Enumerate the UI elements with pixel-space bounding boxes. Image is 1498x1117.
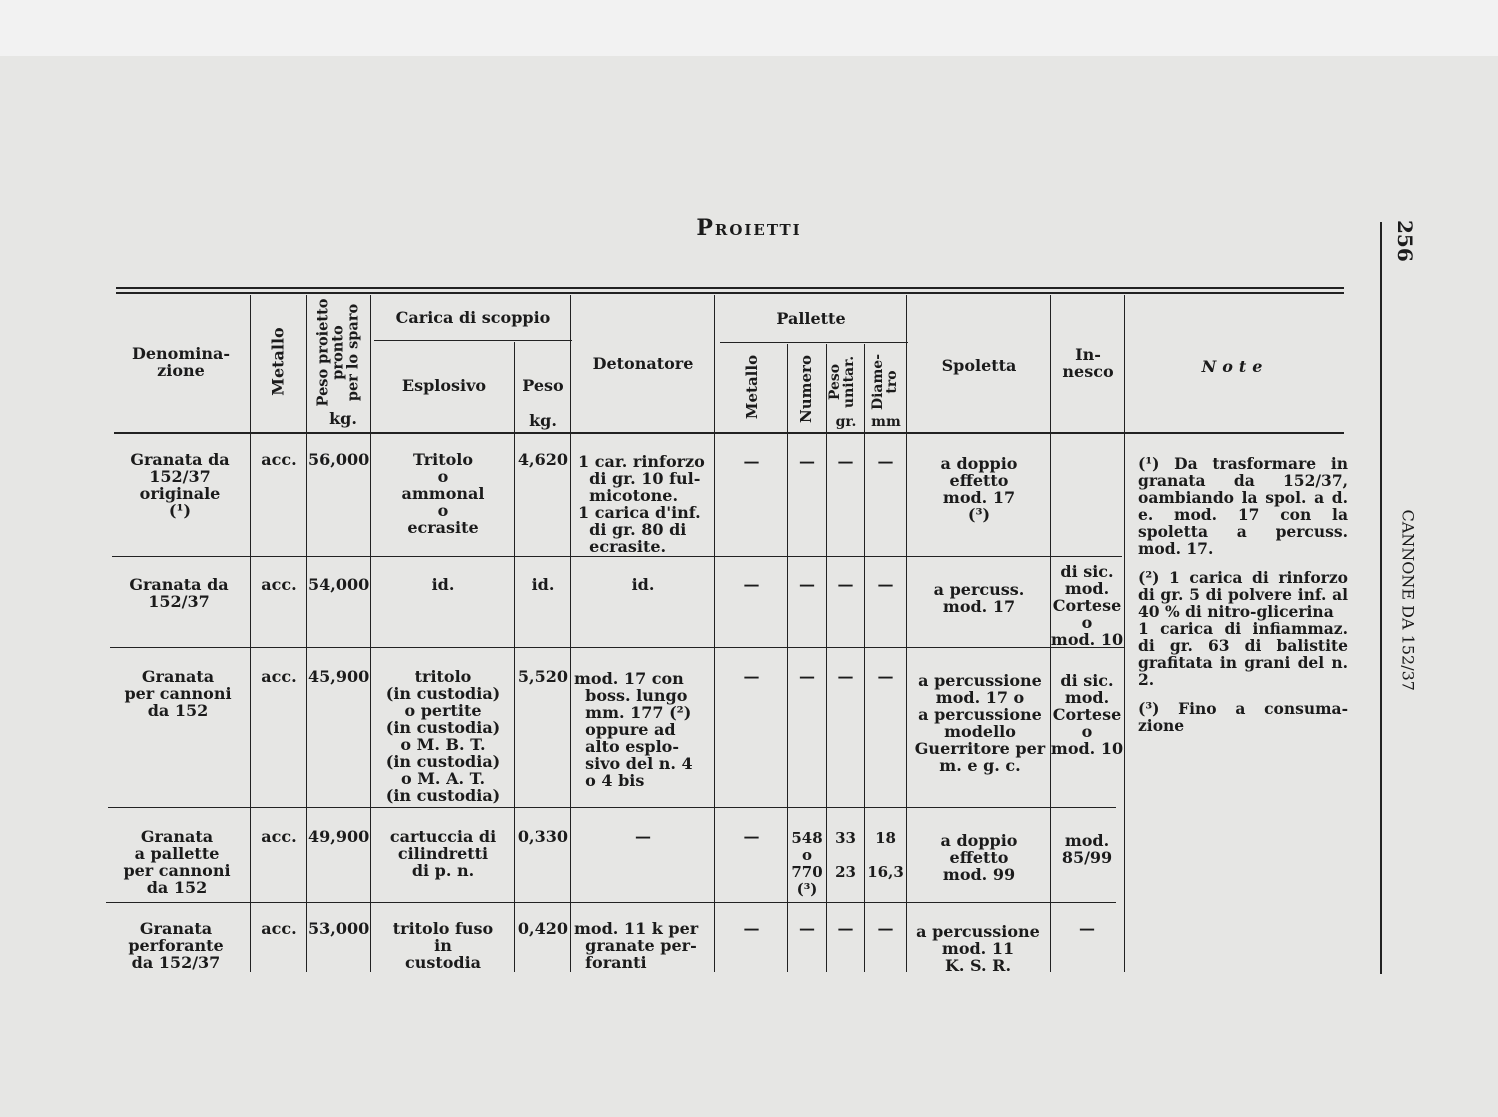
notes-column	[1138, 455, 1348, 746]
header-peso-proietto: Peso proietto pronto per lo sparo	[314, 298, 362, 407]
top-margin	[0, 0, 1498, 56]
row5-denominazione: Granata perforante da 152/37	[128, 919, 224, 972]
running-head: CANNONE DA 152/37	[1398, 509, 1418, 691]
row1-esplosivo: Tritolo o ammonal o ecrasite	[401, 450, 485, 537]
row4-peso: 49,900	[308, 827, 370, 846]
row2-denominazione: Granata da 152/37	[129, 575, 229, 611]
table-top-rule-2	[116, 292, 1344, 294]
row5-pal-metallo: —	[743, 919, 760, 938]
row3-detonatore: mod. 17 con boss. lungo mm. 177 (²) oppure ad alto esplo- sivo del n. 4 o 4 bis	[574, 669, 693, 790]
col-rule	[906, 295, 907, 972]
row5-innesco: —	[1079, 919, 1095, 938]
col-rule	[250, 295, 251, 972]
row4-spoletta: a doppio effetto mod. 99	[940, 831, 1018, 884]
header-denominazione: Denomina- zione	[131, 344, 230, 380]
header-pallette: Pallette	[776, 309, 846, 328]
row3-esplosivo: tritolo (in custodia) o pertite (in custodia) o M. B. T. (in custodia) o M. A. T. (in custodia)	[385, 667, 501, 805]
row2-carica-peso: id.	[531, 575, 555, 594]
note-2: (²) 1 carica di rinforzo di gr. 5 di polvere inf. al 40 % di nitro-glicerina 1 carica di infiammaz. di gr. 63 di balistite grafitata in grani del n. 2.	[1138, 568, 1348, 689]
row4-detonatore: —	[635, 827, 651, 846]
row5-detonatore: mod. 11 k per granate per- foranti	[574, 919, 699, 972]
row4-innesco: mod. 85/99	[1061, 831, 1113, 867]
row2-pal-peso: —	[837, 575, 854, 594]
header-detonatore: Detonatore	[592, 354, 694, 373]
header-peso-unit: kg.	[529, 411, 557, 430]
row5-pal-diametro: —	[877, 919, 894, 938]
header-pal-diametro-unit: mm	[871, 414, 901, 430]
page-number: 256	[1393, 220, 1417, 262]
row4-esplosivo: cartuccia di cilindretti di p. n.	[389, 827, 497, 880]
row1-pal-diametro: —	[877, 452, 894, 471]
row3-pal-peso: —	[837, 667, 854, 686]
row3-peso: 45,900	[308, 667, 370, 686]
row5-carica-peso: 0,420	[517, 919, 568, 938]
header-metallo: Metallo	[268, 327, 288, 396]
row3-pal-numero: —	[799, 667, 815, 686]
row3-innesco: di sic. mod. Cortese o mod. 10	[1050, 671, 1124, 758]
row3-carica-peso: 5,520	[517, 667, 568, 686]
row4-denominazione: Granata a pallette per cannoni da 152	[123, 827, 231, 897]
row3-pal-metallo: —	[743, 667, 760, 686]
row1-pal-metallo: —	[743, 452, 760, 471]
row4-pal-peso: 33 23	[835, 829, 856, 881]
row5-esplosivo: tritolo fuso in custodia	[392, 919, 494, 972]
row2-peso: 54,000	[308, 575, 370, 594]
margin-rule	[1380, 222, 1382, 974]
row-rule	[108, 807, 1116, 808]
row4-pal-metallo: —	[743, 827, 760, 846]
row1-detonatore: 1 car. rinforzo di gr. 10 ful- micotone. 1 carica d'inf. di gr. 80 di ecrasite.	[578, 452, 705, 556]
col-rule	[714, 295, 715, 972]
row3-denominazione: Granata per cannoni da 152	[124, 667, 232, 720]
row1-peso: 56,000	[308, 450, 370, 469]
row3-spoletta: a percussione mod. 17 o a percussione modello Guerritore per m. e g. c.	[914, 671, 1046, 775]
carica-sub-rule	[374, 340, 572, 341]
row2-spoletta: a percuss. mod. 17	[933, 580, 1025, 616]
header-pal-numero: Numero	[797, 355, 815, 423]
row5-spoletta: a percussione mod. 11 K. S. R.	[916, 922, 1040, 975]
header-peso-proietto-unit: kg.	[329, 409, 357, 428]
row1-pal-numero: —	[799, 452, 815, 471]
pallette-sub-rule	[720, 342, 908, 343]
header-pal-metallo: Metallo	[743, 354, 761, 420]
row1-metallo: acc.	[261, 450, 297, 469]
note-3: (³) Fino a consuma-zione	[1138, 699, 1348, 735]
row-rule	[112, 556, 1122, 557]
row5-pal-peso: —	[837, 919, 854, 938]
row2-esplosivo: id.	[431, 575, 455, 594]
header-note: Note	[1201, 357, 1269, 376]
col-rule	[370, 295, 371, 972]
page-title: Proietti	[696, 215, 802, 241]
row4-metallo: acc.	[261, 827, 297, 846]
header-spoletta: Spoletta	[941, 356, 1017, 375]
header-peso: Peso	[522, 376, 564, 395]
header-bottom-rule	[114, 432, 1344, 434]
row2-metallo: acc.	[261, 575, 297, 594]
row2-pal-numero: —	[799, 575, 815, 594]
row2-pal-diametro: —	[877, 575, 894, 594]
row4-pal-numero: 548 o 770 (³)	[791, 829, 823, 898]
row5-pal-numero: —	[799, 919, 815, 938]
header-pal-diametro: Diame- tro	[870, 353, 900, 411]
header-carica: Carica di scoppio	[395, 308, 551, 327]
table-top-rule	[116, 287, 1344, 289]
row1-spoletta: a doppio effetto mod. 17 (³)	[940, 454, 1018, 524]
header-pal-peso: Peso unitar.	[827, 355, 857, 409]
header-innesco: In- nesco	[1062, 345, 1114, 381]
header-pal-peso-unit: gr.	[835, 414, 857, 430]
row-rule	[110, 647, 1124, 648]
row2-pal-metallo: —	[743, 575, 760, 594]
row5-metallo: acc.	[261, 919, 297, 938]
row4-carica-peso: 0,330	[517, 827, 568, 846]
note-1: (¹) Da trasformare in granata da 152/37, oambiando la spol. a d. e. mod. 17 con la spoletta a percuss. mod. 17.	[1138, 454, 1348, 558]
col-rule	[570, 295, 571, 972]
row3-metallo: acc.	[261, 667, 297, 686]
col-rule	[514, 342, 515, 972]
row2-detonatore: id.	[631, 575, 655, 594]
row1-carica-peso: 4,620	[517, 450, 568, 469]
row2-innesco: di sic. mod. Cortese o mod. 10	[1050, 562, 1124, 649]
col-rule	[306, 295, 307, 972]
row-rule	[106, 902, 1116, 903]
row1-denominazione: Granata da 152/37 originale (¹)	[130, 450, 230, 520]
row3-pal-diametro: —	[877, 667, 894, 686]
row4-pal-diametro: 18 16,3	[867, 829, 904, 881]
header-esplosivo: Esplosivo	[401, 376, 487, 395]
row5-peso: 53,000	[308, 919, 370, 938]
row1-pal-peso: —	[837, 452, 854, 471]
